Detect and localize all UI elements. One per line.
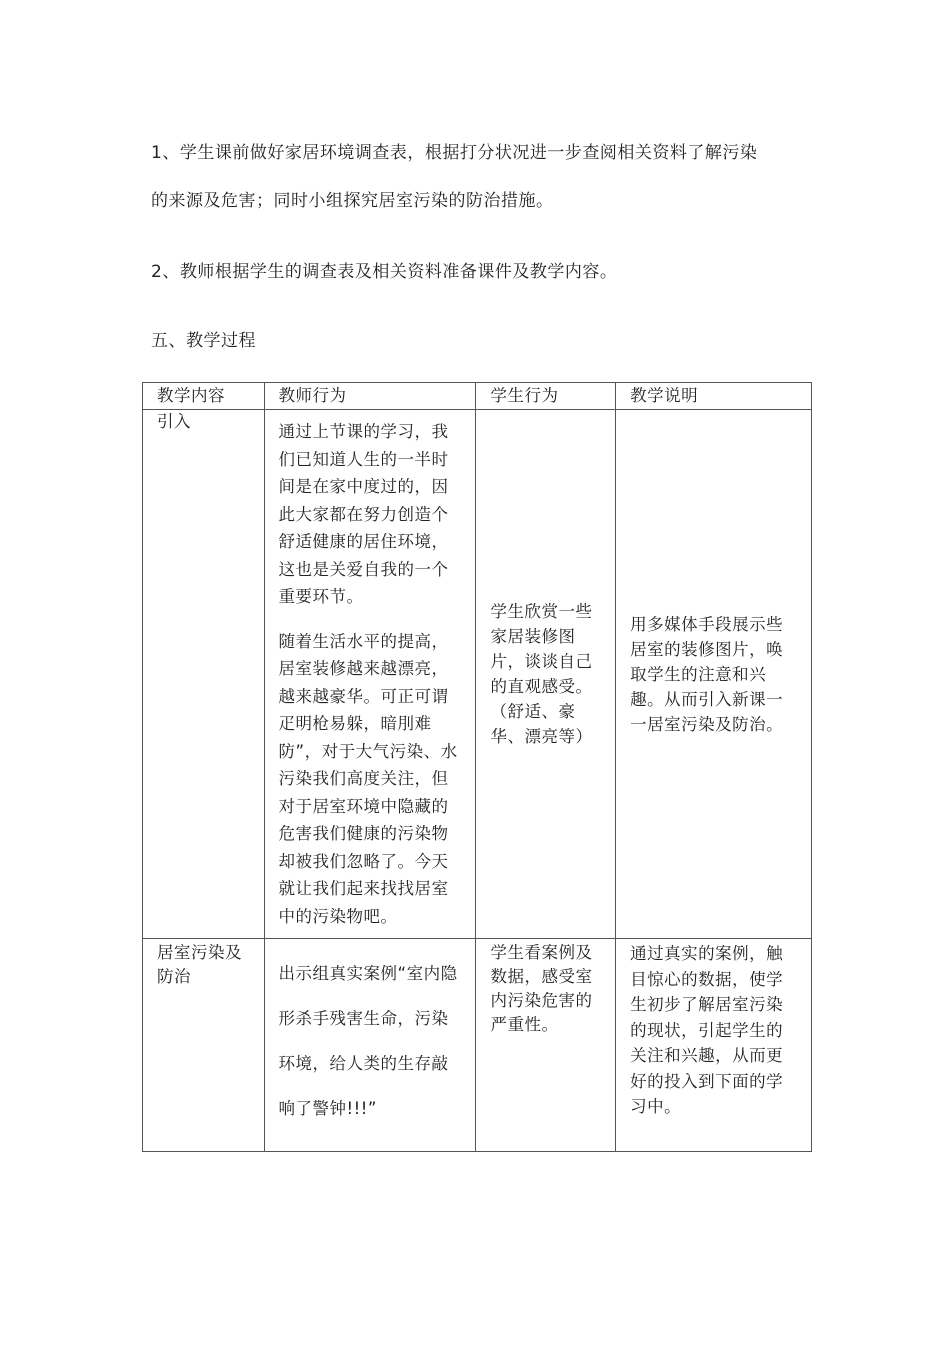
table-header-row [143, 383, 812, 410]
row1-content: 引入 [157, 412, 191, 431]
intro-item-2: 2、教师根据学生的调查表及相关资料准备课件及教学内容。 [151, 262, 618, 282]
row1-note-cell [616, 410, 812, 939]
row2-student: 学生看案例及数据，感受室内污染危害的严重性。 [490, 943, 593, 1034]
table-row [143, 939, 812, 1152]
row2-teacher-cell [264, 939, 476, 1152]
row1-content-cell [143, 410, 265, 939]
intro-item-1-line-1: 1、学生课前做好家居环境调查表，根据打分状况进一步查阅相关资料了解污染 [151, 143, 758, 163]
section-heading: 五、教学过程 [151, 331, 256, 351]
row1-teacher-para-1: 通过上节课的学习，我们已知道人生的一半时间是在家中度过的，因此大家都在努力创造个舒适健康的居住环境，这也是关爱自我的一个重要环节。 [278, 422, 449, 606]
header-student: 学生行为 [476, 383, 616, 410]
row2-note-cell [616, 939, 812, 1152]
header-content: 教学内容 [143, 383, 265, 410]
header-note: 教学说明 [616, 383, 812, 410]
row2-note: 通过真实的案例，触目惊心的数据，使学生初步了解居室污染的现状，引起学生的关注和兴趣，从而更好的投入到下面的学习中。 [630, 944, 784, 1116]
row2-content-cell [143, 939, 265, 1152]
row1-note: 用多媒体手段展示些居室的装修图片，唤取学生的注意和兴趣。从而引入新课一一居室污染及防治。 [630, 614, 784, 734]
intro-item-1-line-2: 的来源及危害；同时小组探究居室污染的防治措施。 [151, 191, 554, 211]
teaching-process-table [142, 382, 812, 1152]
table-row [143, 410, 812, 939]
row1-student-cell [476, 410, 616, 939]
row2-student-cell [476, 939, 616, 1152]
row1-teacher-cell [264, 410, 476, 939]
row1-teacher-para-2: 随着生活水平的提高，居室装修越来越漂亮，越来越豪华。可正可谓疋明枪易躲，暗刖难防”，对于大气污染、水污染我们高度关注，但对于居室环境中隐藏的危害我们健康的污染物却被我们忽略了。今天就让我们起来找找居室中的污染物吧。 [278, 631, 458, 926]
row2-teacher: 出示组真实案例“室内隐形杀手残害生命，污染环境，给人类的生存敲响了警钟!!!” [278, 964, 458, 1118]
row2-content: 居室污染及防治 [157, 943, 242, 986]
header-teacher: 教师行为 [264, 383, 476, 410]
row1-student: 学生欣赏一些家居装修图片，谈谈自己的直观感受。（舒适、豪华、漂亮等） [490, 602, 593, 746]
